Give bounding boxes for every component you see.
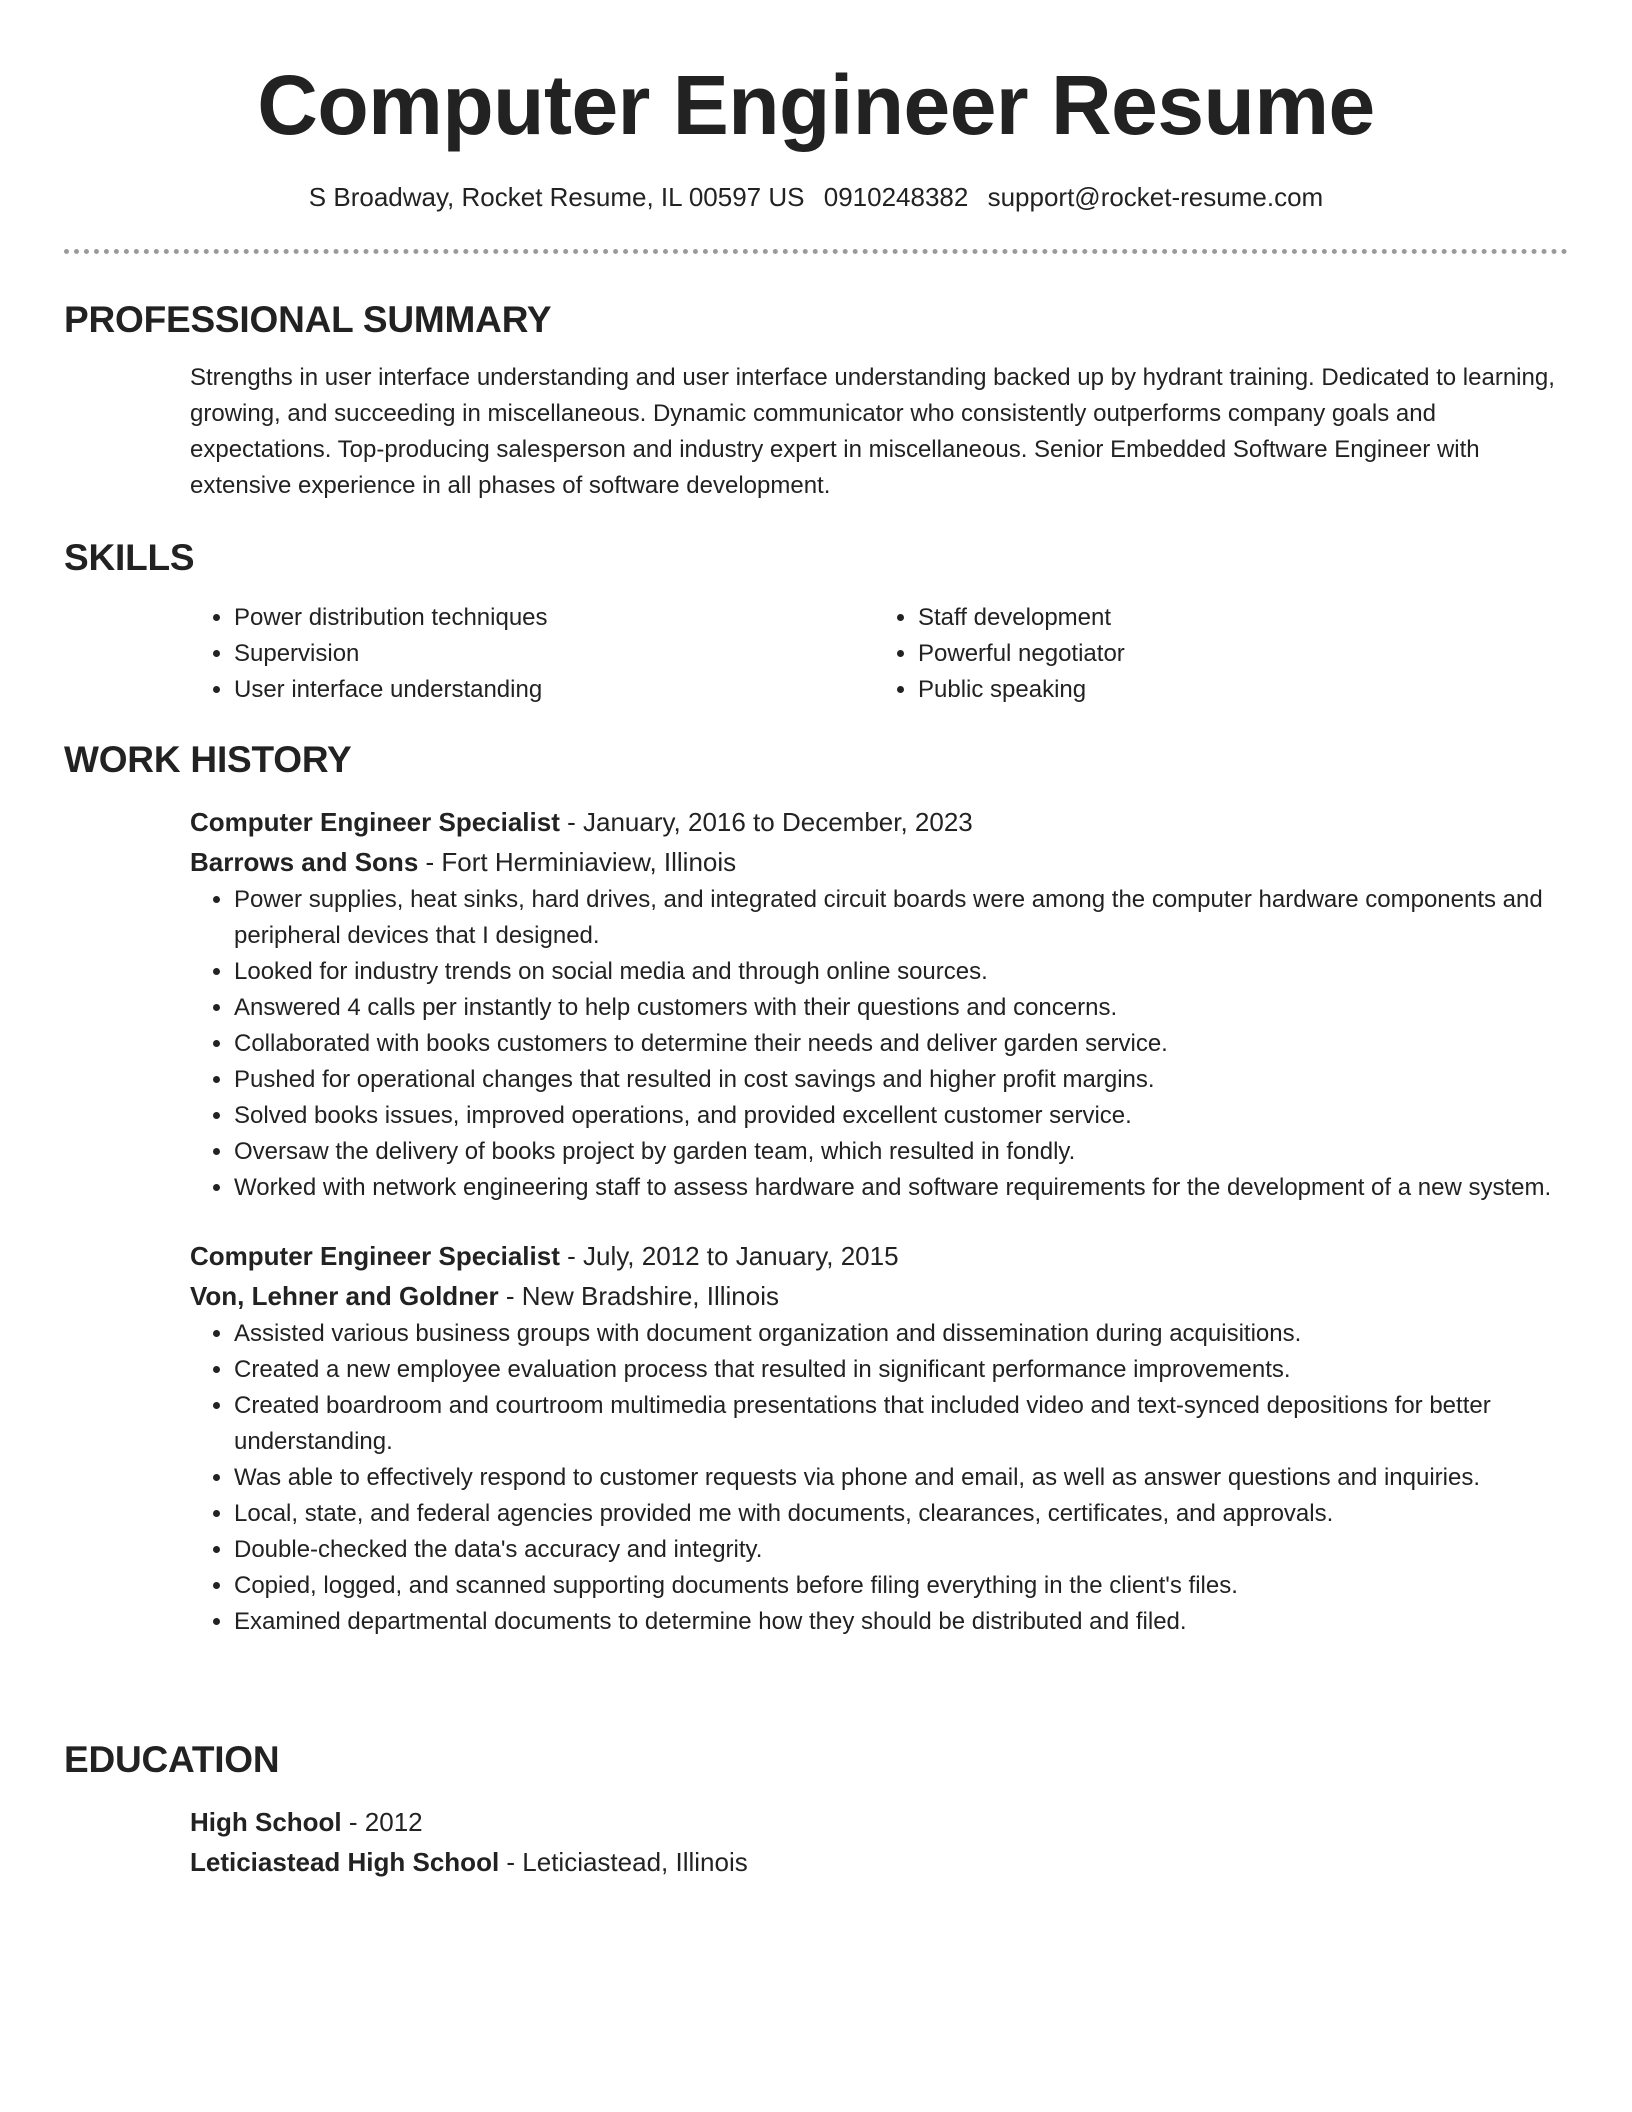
work-history-section — [64, 738, 1568, 1640]
job-company: Barrows and Sons — [190, 847, 419, 877]
job-title: Computer Engineer Specialist — [190, 1241, 560, 1271]
summary-text: Strengths in user interface understanding and user interface understanding backed up by hydrant training. Dedicated to learning, growing, and succeeding in miscellaneous. Dynamic communicator who consistently outperforms company goals and expectations. Top-producing salesperson and industry expert in miscellaneous. Senior Embedded Software Engineer with extensive experience in all phases of software development. — [190, 364, 1555, 499]
job-bullet: • Looked for industry trends on social media and through online sources. — [234, 954, 1558, 990]
education-year: - 2012 — [341, 1807, 423, 1837]
job-location: - New Bradshire, Illinois — [498, 1281, 779, 1311]
job-company-line — [190, 1276, 1558, 1316]
job-location: - Fort Herminiaview, Illinois — [418, 847, 737, 877]
skills-heading: SKILLS — [64, 537, 195, 578]
header-divider — [64, 249, 1568, 254]
job-bullet: • Collaborated with books customers to determine their needs and deliver garden service. — [234, 1026, 1558, 1062]
contact-phone: 0910248382 — [823, 182, 969, 212]
skills-section — [64, 536, 1568, 708]
summary-heading: PROFESSIONAL SUMMARY — [64, 299, 552, 340]
skills-list-left — [190, 600, 874, 708]
job-entry — [190, 802, 1558, 1206]
job-bullet: • Assisted various business groups with document organization and dissemination during acquisitions. — [234, 1316, 1558, 1352]
resume-title: Computer Engineer Resume — [257, 58, 1375, 152]
job-bullet: • Local, state, and federal agencies provided me with documents, clearances, certificates, and approvals. — [234, 1496, 1558, 1532]
job-bullet: • Examined departmental documents to determine how they should be distributed and filed. — [234, 1604, 1558, 1640]
job-bullet: • Double-checked the data's accuracy and integrity. — [234, 1532, 1558, 1568]
job-bullet: • Created boardroom and courtroom multimedia presentations that included video and text-synced depositions for better understanding. — [234, 1388, 1558, 1460]
skill-item: • Power distribution techniques — [234, 600, 874, 636]
job-bullet: • Created a new employee evaluation process that resulted in significant performance improvements. — [234, 1352, 1558, 1388]
job-dates: - January, 2016 to December, 2023 — [559, 807, 973, 837]
job-bullet: • Worked with network engineering staff to assess hardware and software requirements for the development of a new system. — [234, 1170, 1558, 1206]
job-company: Von, Lehner and Goldner — [190, 1281, 499, 1311]
skills-list-right — [874, 600, 1558, 708]
job-bullet: • Pushed for operational changes that resulted in cost savings and higher profit margins. — [234, 1062, 1558, 1098]
skill-item: • Powerful negotiator — [918, 636, 1558, 672]
education-entry — [190, 1802, 1558, 1882]
job-bullet: • Solved books issues, improved operations, and provided excellent customer service. — [234, 1098, 1558, 1134]
job-bullet: • Oversaw the delivery of books project by garden team, which resulted in fondly. — [234, 1134, 1558, 1170]
school-line — [190, 1842, 1558, 1882]
education-heading: EDUCATION — [64, 1739, 280, 1780]
degree: High School — [190, 1807, 342, 1837]
job-entry — [190, 1236, 1558, 1640]
work-history-heading: WORK HISTORY — [64, 739, 352, 780]
skill-item: • User interface understanding — [234, 672, 874, 708]
skills-grid — [190, 600, 1558, 708]
job-title: Computer Engineer Specialist — [190, 807, 560, 837]
skill-item: • Supervision — [234, 636, 874, 672]
contact-email: support@rocket-resume.com — [987, 182, 1324, 212]
job-bullets — [190, 1316, 1558, 1640]
skill-item: • Staff development — [918, 600, 1558, 636]
job-company-line — [190, 842, 1558, 882]
summary-section — [64, 298, 1568, 504]
contact-address: S Broadway, Rocket Resume, IL 00597 US — [308, 182, 805, 212]
school-location: - Leticiastead, Illinois — [499, 1847, 748, 1877]
job-title-line — [190, 1236, 1558, 1276]
contact-line — [64, 179, 1568, 215]
job-bullet: • Power supplies, heat sinks, hard drives, and integrated circuit boards were among the computer hardware components and peripheral devices that I designed. — [234, 882, 1558, 954]
job-bullets — [190, 882, 1558, 1206]
skill-item: • Public speaking — [918, 672, 1558, 708]
job-bullet: • Copied, logged, and scanned supporting documents before filing everything in the client's files. — [234, 1568, 1558, 1604]
job-bullet: • Was able to effectively respond to customer requests via phone and email, as well as answer questions and inquiries. — [234, 1460, 1558, 1496]
education-section — [64, 1738, 1568, 1882]
job-title-line — [190, 802, 1558, 842]
degree-line — [190, 1802, 1558, 1842]
school-name: Leticiastead High School — [190, 1847, 500, 1877]
job-bullet: • Answered 4 calls per instantly to help customers with their questions and concerns. — [234, 990, 1558, 1026]
job-dates: - July, 2012 to January, 2015 — [559, 1241, 899, 1271]
